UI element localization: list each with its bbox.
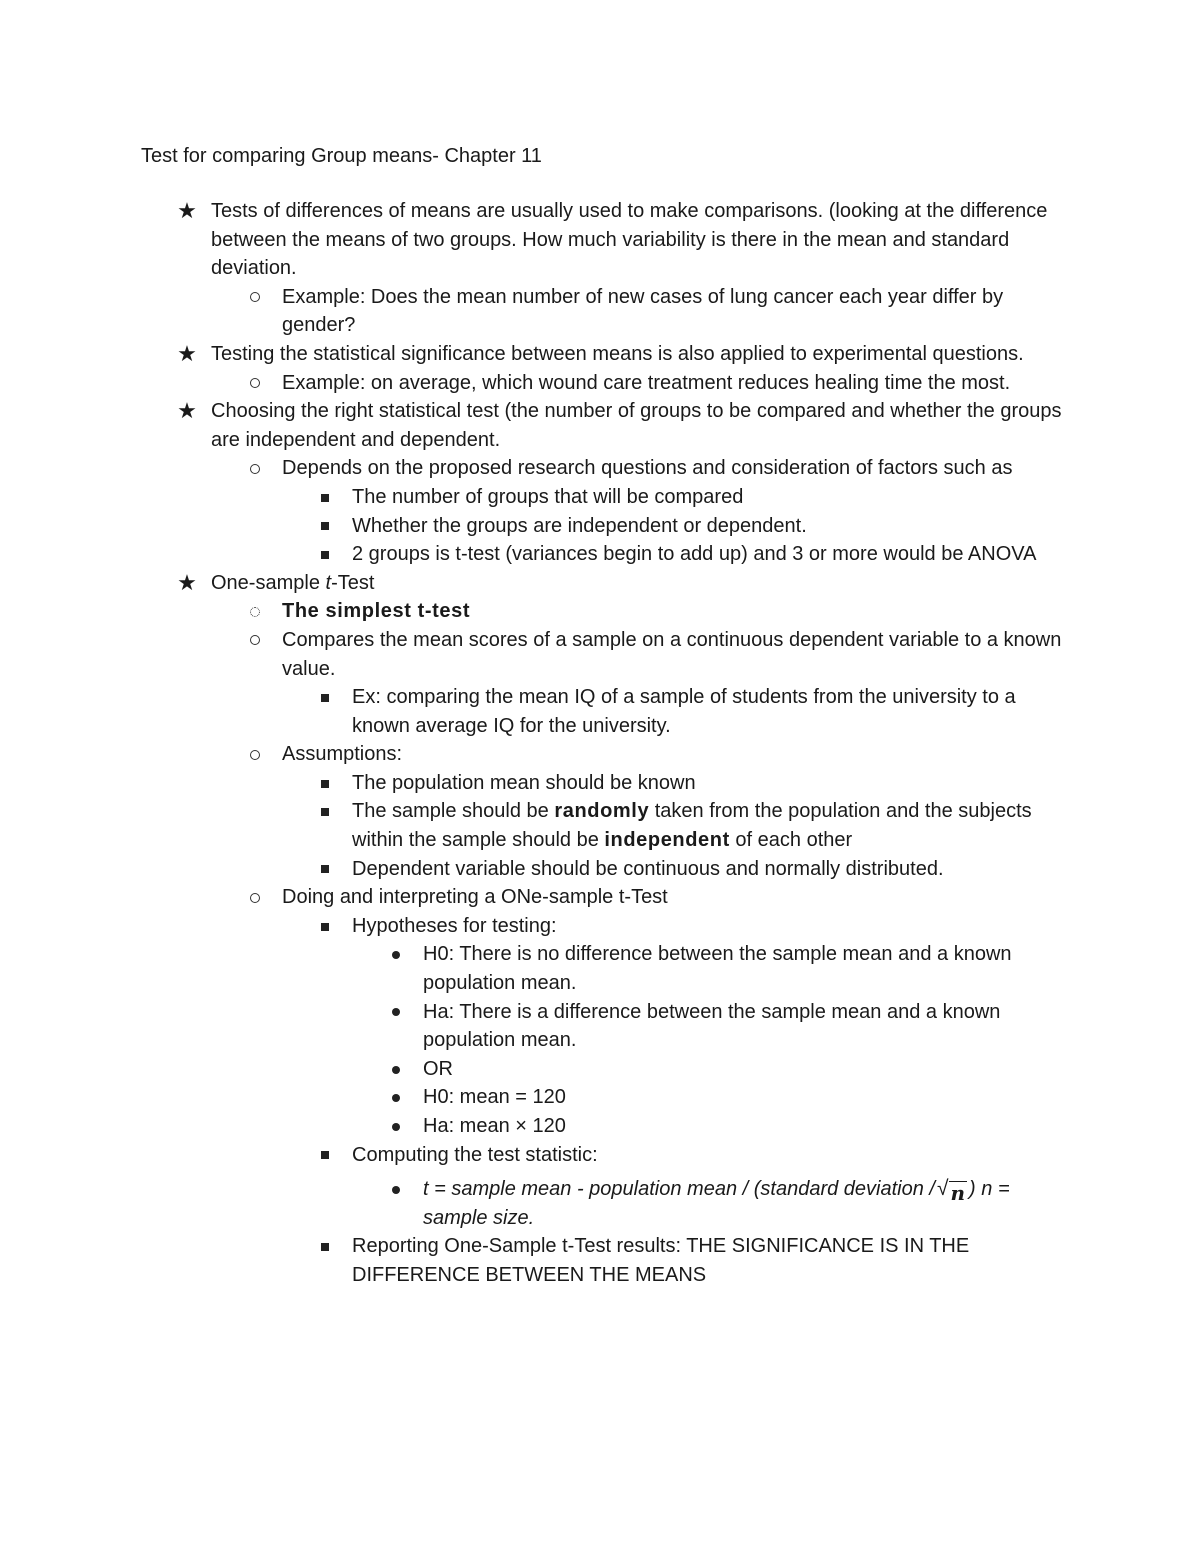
filled-dot-bullet-icon <box>385 940 407 969</box>
list-item-text: Ha: mean × 120 <box>423 1115 566 1137</box>
square-bullet-icon <box>314 1232 336 1261</box>
list-item-text: Compares the mean scores of a sample on a continuous dependent variable to a known value. <box>282 628 1062 680</box>
list-item-text: Hypotheses for testing: <box>352 914 557 937</box>
list-item-text: Assumptions: <box>282 743 403 766</box>
list-item <box>0 340 1200 369</box>
list-item-text: H0: There is no difference between the sample mean and a known population mean. <box>423 943 1012 995</box>
filled-dot-bullet-icon <box>385 1083 407 1112</box>
list-item-text: Reporting One-Sample t-Test results: THE SIGNIFICANCE IS IN THE DIFFERENCE BETWEEN THE MEANS <box>352 1235 970 1286</box>
list-item-text: Dependent variable should be continuous and normally distributed. <box>352 857 944 880</box>
list-item-text: Example: on average, which wound care treatment reduces healing time the most. <box>282 371 1011 394</box>
filled-dot-bullet-icon <box>385 1112 407 1141</box>
list-item <box>0 369 1200 398</box>
list-item-text: Ha: There is a difference between the sample mean and a known population mean. <box>423 1000 1001 1052</box>
square-bullet-icon <box>314 540 336 569</box>
list-item <box>0 912 1200 941</box>
list-item <box>0 283 1200 340</box>
star-bullet-icon: ★ <box>177 340 197 366</box>
list-item-text: The population mean should be known <box>352 771 696 794</box>
square-bullet-icon <box>314 855 336 884</box>
star-bullet-icon: ★ <box>177 398 197 424</box>
list-item <box>0 626 1200 683</box>
list-item <box>0 1141 1200 1170</box>
list-item-text: H0: mean = 120 <box>423 1086 566 1109</box>
list-item <box>0 1112 1200 1141</box>
list-item <box>0 940 1200 997</box>
square-bullet-icon <box>314 483 336 512</box>
list-item-text: Choosing the right statistical test (the number of groups to be compared and whether the groups are independent and dependent. <box>211 400 1062 451</box>
hollow-circle-bullet-icon <box>244 369 266 398</box>
list-item <box>0 797 1200 854</box>
list-item <box>0 740 1200 769</box>
outline-list <box>0 197 1200 1290</box>
list-item-text: Ex: comparing the mean IQ of a sample of students from the university to a known average IQ for the university. <box>352 686 1016 737</box>
square-bullet-icon <box>314 512 336 541</box>
hollow-circle-bullet-icon <box>244 626 266 655</box>
list-item-text: Whether the groups are independent or dependent. <box>352 514 807 537</box>
list-item-text: OR <box>423 1057 453 1080</box>
star-bullet-icon: ★ <box>177 198 197 223</box>
list-item <box>0 483 1200 512</box>
list-item <box>0 855 1200 884</box>
list-item-text: The simplest t-test <box>282 600 471 623</box>
dotted-circle-bullet-icon <box>244 597 266 626</box>
hollow-circle-bullet-icon <box>244 454 266 483</box>
list-item <box>0 883 1200 912</box>
hollow-circle-bullet-icon <box>244 283 266 312</box>
list-item-text: The sample should be randomly taken from the population and the subjects within the sample should be independent of each other <box>352 800 1032 852</box>
square-bullet-icon <box>314 683 336 712</box>
list-item-text: Testing the statistical significance between means is also applied to experimental questions. <box>211 342 1024 365</box>
list-item <box>0 540 1200 569</box>
square-root-symbol: √ n <box>936 1177 966 1205</box>
list-item-text: 2 groups is t-test (variances begin to add up) and 3 or more would be ANOVA <box>352 543 1037 566</box>
list-item <box>0 1083 1200 1112</box>
list-item <box>0 769 1200 798</box>
square-bullet-icon <box>314 769 336 798</box>
square-bullet-icon <box>314 912 336 941</box>
list-item <box>0 1232 1200 1289</box>
list-item-text: Depends on the proposed research questions and consideration of factors such as <box>282 457 1013 480</box>
list-item-text: Tests of differences of means are usually used to make comparisons. (looking at the difference between the means of two groups. How much variability is there in the mean and standard deviation. <box>211 200 1048 280</box>
list-item <box>0 1055 1200 1084</box>
list-item <box>0 683 1200 740</box>
list-item <box>0 998 1200 1055</box>
list-item-text: The number of groups that will be compared <box>352 485 744 508</box>
star-bullet-icon: ★ <box>177 569 197 595</box>
emphasis-text: independent <box>604 829 730 852</box>
list-item <box>0 454 1200 483</box>
document-title: Test for comparing Group means- Chapter 11 <box>141 145 542 167</box>
list-item <box>0 597 1200 626</box>
hollow-circle-bullet-icon <box>244 883 266 912</box>
list-item-text: Computing the test statistic: <box>352 1143 598 1166</box>
list-item <box>0 512 1200 541</box>
filled-dot-bullet-icon <box>385 998 407 1027</box>
list-item <box>0 1169 1200 1232</box>
square-bullet-icon <box>314 797 336 826</box>
list-item-text: Doing and interpreting a ONe-sample t-Test <box>282 886 668 909</box>
square-bullet-icon <box>314 1141 336 1170</box>
list-item <box>0 569 1200 598</box>
filled-dot-bullet-icon <box>385 1175 407 1204</box>
formula-text: t = sample mean - population mean / (standard deviation / √ n ) n = sample size. <box>423 1177 1010 1229</box>
list-item-text: One-sample t-Test <box>211 571 375 594</box>
list-item <box>0 197 1200 283</box>
filled-dot-bullet-icon <box>385 1055 407 1084</box>
list-item <box>0 397 1200 454</box>
list-item-text: Example: Does the mean number of new cases of lung cancer each year differ by gender? <box>282 285 1004 337</box>
emphasis-text: randomly <box>554 800 650 823</box>
hollow-circle-bullet-icon <box>244 740 266 769</box>
